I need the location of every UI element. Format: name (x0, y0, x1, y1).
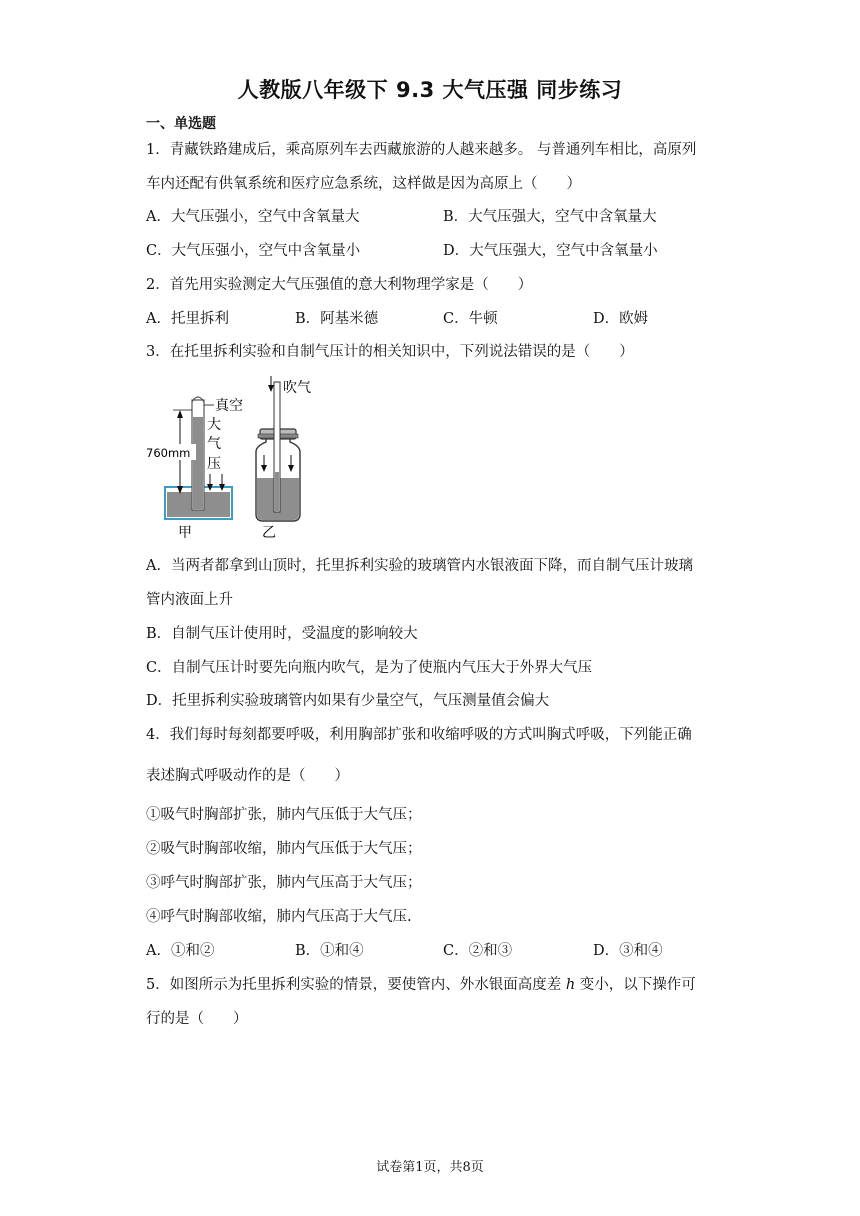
q2-option-c: C．牛顿 (443, 311, 498, 327)
q4-option-b: B．①和④ (295, 943, 364, 959)
q1-option-d: D．大气压强大，空气中含氧量小 (443, 243, 658, 259)
q1-stem-line2: 车内还配有供氧系统和医疗应急系统，这样做是因为高原上（ ） (146, 176, 581, 192)
vacuum-label: 真空 (215, 398, 243, 414)
q3-option-a-line1: A．当两者都拿到山顶时，托里拆利实验的玻璃管内水银液面下降，而自制气压计玻璃 (146, 558, 693, 574)
q2-option-a: A．托里拆利 (146, 311, 229, 327)
q5-stem-part2: 变小，以下操作可 (579, 977, 696, 993)
q2-option-d: D．欧姆 (593, 311, 649, 327)
q3-option-a-line2: 管内液面上升 (146, 592, 233, 608)
height-label: 760mm (146, 446, 191, 460)
section-heading: 一、单选题 (146, 116, 216, 132)
barometer-figure (140, 372, 320, 542)
q4-statement-3: ③呼气时胸部扩张，肺内气压高于大气压； (146, 875, 422, 891)
page-footer: 试卷第1页，共8页 (376, 1160, 484, 1175)
q3-stem: 3．在托里拆利实验和自制气压计的相关知识中，下列说法错误的是（ ） (146, 344, 634, 360)
blow-label: 吹气 (283, 380, 311, 396)
label-jia: 甲 (178, 525, 192, 541)
q1-option-a: A．大气压强小，空气中含氧量大 (146, 209, 360, 225)
q1-option-b: B．大气压强大，空气中含氧量大 (443, 209, 657, 225)
q3-option-c: C．自制气压计时要先向瓶内吹气，是为了使瓶内气压大于外界大气压 (146, 660, 593, 676)
q2-stem: 2．首先用实验测定大气压强值的意大利物理学家是（ ） (146, 277, 533, 293)
q4-stem-line2: 表述胸式呼吸动作的是（ ） (146, 768, 349, 784)
q4-statement-2: ②吸气时胸部收缩，肺内气压低于大气压； (146, 841, 422, 857)
atm-label-3: 压 (207, 456, 221, 472)
torricelli-apparatus (142, 397, 243, 541)
label-yi: 乙 (262, 525, 276, 541)
q1-option-c: C．大气压强小，空气中含氧量小 (146, 243, 361, 259)
q4-statement-4: ④呼气时胸部收缩，肺内气压高于大气压. (146, 909, 412, 925)
q5-variable-h: h (565, 977, 576, 993)
q5-stem-part1: 5．如图所示为托里拆利实验的情景，要使管内、外水银面高度差 (146, 977, 562, 993)
q3-option-d: D．托里拆利实验玻璃管内如果有少量空气，气压测量值会偏大 (146, 693, 550, 709)
page-title: 人教版八年级下 9.3 大气压强 同步练习 (237, 78, 623, 102)
q4-stem-line1: 4．我们每时每刻都要呼吸，利用胸部扩张和收缩呼吸的方式叫胸式呼吸，下列能正确 (146, 727, 692, 743)
q4-statement-1: ①吸气时胸部扩张，肺内气压低于大气压； (146, 807, 422, 823)
q2-option-b: B．阿基米德 (295, 311, 379, 327)
q5-stem-line2: 行的是（ ） (146, 1011, 248, 1027)
homemade-barometer (256, 376, 311, 541)
atm-label-1: 大 (207, 417, 221, 433)
q4-option-d: D．③和④ (593, 943, 663, 959)
q5-stem-line1 (146, 975, 696, 995)
q4-option-a: A．①和② (146, 943, 215, 959)
mercury-column (193, 417, 203, 509)
q1-stem-line1: 1．青藏铁路建成后，乘高原列车去西藏旅游的人越来越多。 与普通列车相比，高原列 (146, 142, 697, 158)
q3-option-b: B．自制气压计使用时，受温度的影响较大 (146, 626, 418, 642)
q4-option-c: C．②和③ (443, 943, 513, 959)
atm-label-2: 气 (207, 436, 221, 452)
